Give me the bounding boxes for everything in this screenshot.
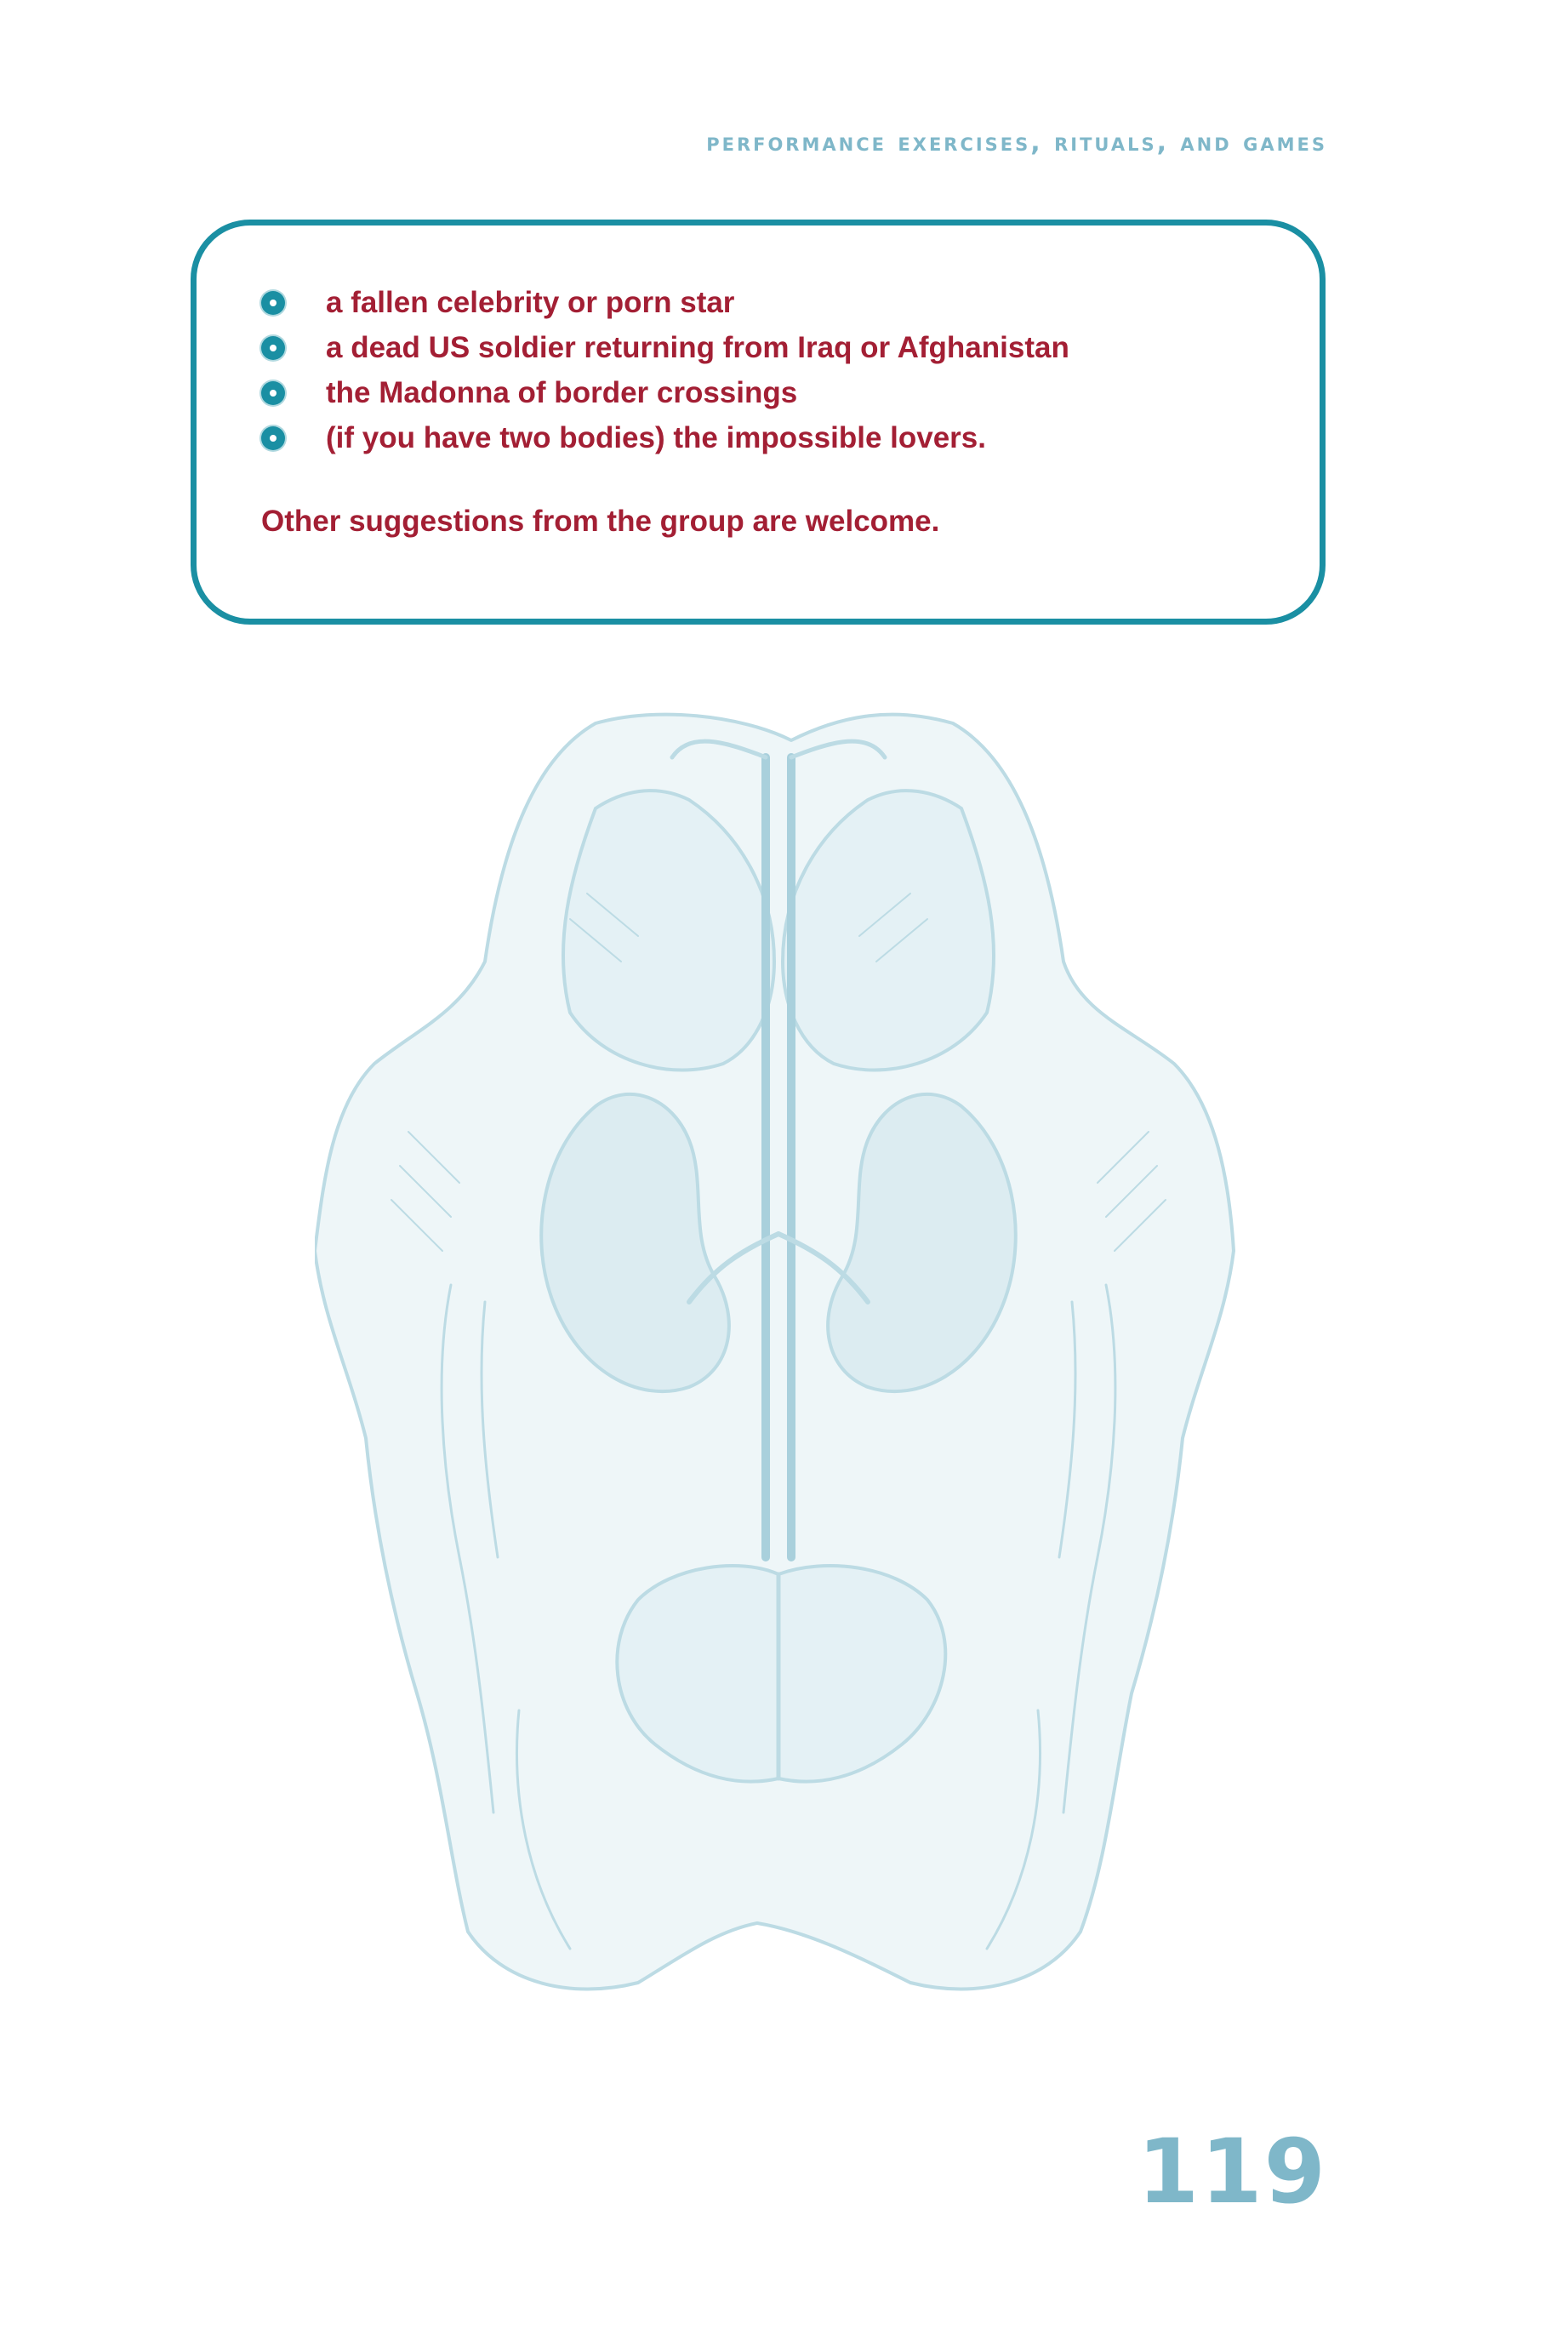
closing-line: Other suggestions from the group are welcome. [261,505,940,538]
page-number: 119 [1137,2120,1327,2224]
list-item-text: (if you have two bodies) the impossible lovers. [326,421,986,454]
suggestion-box [191,220,1326,625]
list-item [261,280,1260,325]
list-item-text: a dead US soldier returning from Iraq or Afghanistan [326,331,1069,364]
bullet-icon [261,426,285,450]
anatomical-illustration [315,706,1242,2034]
list-item-text: a fallen celebrity or porn star [326,286,735,319]
list-item [261,415,1260,460]
running-head: performance exercises, rituals, and games [706,128,1327,157]
list-item [261,325,1260,370]
list-item-text: the Madonna of border crossings [326,376,798,409]
bullet-icon [261,381,285,405]
bullet-icon [261,291,285,315]
bullet-list [261,280,1260,460]
bullet-icon [261,336,285,360]
list-item [261,370,1260,415]
